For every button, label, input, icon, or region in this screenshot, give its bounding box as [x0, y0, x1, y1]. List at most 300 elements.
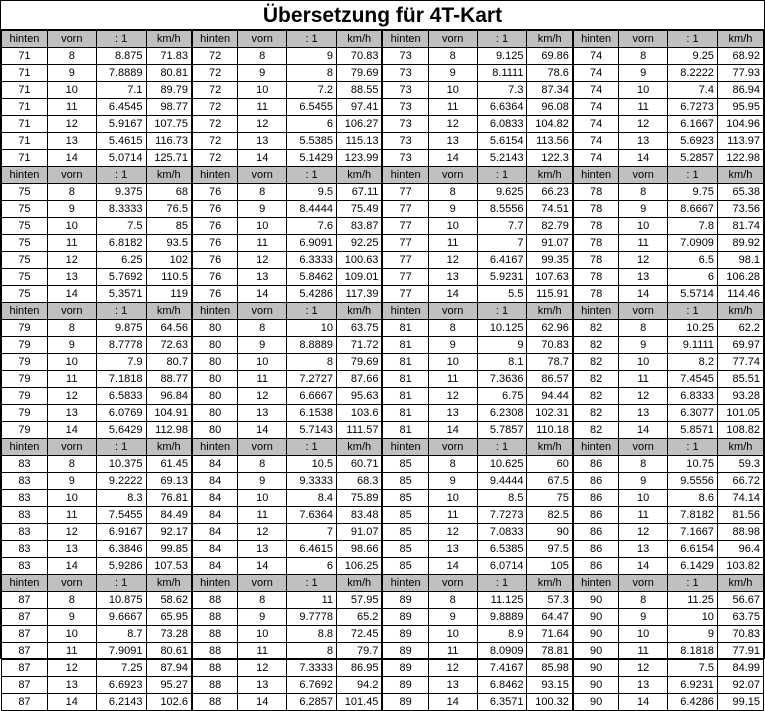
- cell-speed: 101.45: [337, 694, 383, 711]
- cell-speed: 82.5: [527, 507, 573, 524]
- table-row: [2, 184, 764, 201]
- table-row: [2, 490, 764, 507]
- cell-vorn: 13: [428, 677, 477, 694]
- cell-ratio: 9.7778: [287, 609, 337, 626]
- cell-speed: 85.98: [527, 660, 573, 677]
- cell-speed: 93.15: [527, 677, 573, 694]
- cell-ratio: 8.6: [668, 490, 718, 507]
- column-header: : 1: [668, 439, 718, 456]
- table-row: [2, 65, 764, 82]
- cell-ratio: 8.3: [96, 490, 146, 507]
- cell-ratio: 7.5: [96, 218, 146, 235]
- cell-hinten: 82: [573, 354, 619, 371]
- cell-vorn: 13: [238, 133, 287, 150]
- cell-hinten: 81: [382, 422, 428, 439]
- cell-hinten: 79: [2, 388, 48, 405]
- cell-speed: 98.77: [146, 99, 192, 116]
- cell-speed: 75.49: [337, 201, 383, 218]
- cell-hinten: 90: [573, 609, 619, 626]
- cell-speed: 78.6: [527, 65, 573, 82]
- cell-hinten: 79: [2, 320, 48, 337]
- cell-hinten: 73: [382, 82, 428, 99]
- cell-speed: 88.77: [146, 371, 192, 388]
- cell-hinten: 71: [2, 116, 48, 133]
- cell-hinten: 71: [2, 99, 48, 116]
- cell-vorn: 13: [619, 677, 668, 694]
- cell-ratio: 8.4444: [287, 201, 337, 218]
- column-header: km/h: [337, 303, 383, 320]
- cell-vorn: 11: [619, 643, 668, 660]
- cell-speed: 104.91: [146, 405, 192, 422]
- cell-ratio: 8.875: [96, 48, 146, 65]
- cell-ratio: 6.6154: [668, 541, 718, 558]
- cell-ratio: 6.5455: [287, 99, 337, 116]
- cell-ratio: 5.5: [477, 286, 527, 303]
- cell-vorn: 14: [619, 150, 668, 167]
- cell-hinten: 87: [2, 643, 48, 660]
- column-header: km/h: [337, 31, 383, 48]
- cell-speed: 91.07: [337, 524, 383, 541]
- cell-vorn: 8: [238, 184, 287, 201]
- cell-vorn: 11: [238, 643, 287, 660]
- table-row: [2, 116, 764, 133]
- cell-vorn: 9: [238, 201, 287, 218]
- cell-hinten: 78: [573, 201, 619, 218]
- cell-speed: 107.63: [527, 269, 573, 286]
- cell-vorn: 12: [238, 116, 287, 133]
- cell-speed: 68.92: [717, 48, 763, 65]
- cell-speed: 71.72: [337, 337, 383, 354]
- cell-ratio: 10.5: [287, 456, 337, 473]
- cell-vorn: 14: [47, 286, 96, 303]
- column-header: hinten: [192, 575, 238, 592]
- cell-vorn: 10: [238, 626, 287, 643]
- table-row: [2, 201, 764, 218]
- cell-ratio: 10.375: [96, 456, 146, 473]
- cell-speed: 69.97: [717, 337, 763, 354]
- cell-hinten: 88: [192, 643, 238, 660]
- column-header: hinten: [382, 439, 428, 456]
- table-row: [2, 677, 764, 694]
- cell-vorn: 14: [619, 694, 668, 711]
- cell-vorn: 8: [238, 48, 287, 65]
- cell-vorn: 14: [428, 694, 477, 711]
- cell-ratio: 7.1818: [96, 371, 146, 388]
- cell-speed: 101.05: [717, 405, 763, 422]
- cell-vorn: 14: [47, 694, 96, 711]
- cell-speed: 77.91: [717, 643, 763, 660]
- column-header: km/h: [717, 439, 763, 456]
- cell-speed: 71.83: [146, 48, 192, 65]
- cell-hinten: 82: [573, 422, 619, 439]
- cell-ratio: 6.0714: [477, 558, 527, 575]
- cell-vorn: 14: [238, 422, 287, 439]
- cell-hinten: 85: [382, 507, 428, 524]
- column-header: hinten: [573, 303, 619, 320]
- cell-speed: 66.23: [527, 184, 573, 201]
- cell-ratio: 7.1667: [668, 524, 718, 541]
- cell-vorn: 11: [238, 507, 287, 524]
- cell-vorn: 12: [47, 388, 96, 405]
- column-header: hinten: [2, 167, 48, 184]
- cell-speed: 123.99: [337, 150, 383, 167]
- cell-ratio: 11: [287, 592, 337, 609]
- cell-ratio: 6.5385: [477, 541, 527, 558]
- table-row: [2, 286, 764, 303]
- column-header: : 1: [96, 31, 146, 48]
- cell-ratio: 6.4167: [477, 252, 527, 269]
- column-header: : 1: [96, 167, 146, 184]
- cell-ratio: 9.875: [96, 320, 146, 337]
- cell-hinten: 84: [192, 456, 238, 473]
- cell-hinten: 74: [573, 82, 619, 99]
- cell-ratio: 9.8889: [477, 609, 527, 626]
- column-header: km/h: [717, 575, 763, 592]
- cell-vorn: 8: [47, 184, 96, 201]
- column-header: vorn: [47, 439, 96, 456]
- cell-hinten: 78: [573, 218, 619, 235]
- cell-speed: 87.34: [527, 82, 573, 99]
- column-header: hinten: [382, 167, 428, 184]
- cell-ratio: 6.25: [96, 252, 146, 269]
- cell-speed: 80.81: [146, 65, 192, 82]
- cell-ratio: 6: [287, 558, 337, 575]
- cell-speed: 95.95: [717, 99, 763, 116]
- cell-ratio: 7.5: [668, 660, 718, 677]
- cell-ratio: 9.3333: [287, 473, 337, 490]
- cell-ratio: 6.6923: [96, 677, 146, 694]
- cell-hinten: 77: [382, 286, 428, 303]
- cell-vorn: 11: [47, 643, 96, 660]
- table-row: [2, 82, 764, 99]
- cell-vorn: 14: [238, 150, 287, 167]
- cell-vorn: 13: [47, 677, 96, 694]
- cell-hinten: 85: [382, 541, 428, 558]
- cell-hinten: 71: [2, 133, 48, 150]
- cell-speed: 96.4: [717, 541, 763, 558]
- cell-ratio: 5.6923: [668, 133, 718, 150]
- cell-hinten: 81: [382, 388, 428, 405]
- cell-hinten: 71: [2, 150, 48, 167]
- cell-hinten: 88: [192, 660, 238, 677]
- cell-ratio: 10.625: [477, 456, 527, 473]
- cell-vorn: 14: [428, 286, 477, 303]
- cell-speed: 105: [527, 558, 573, 575]
- cell-ratio: 11.125: [477, 592, 527, 609]
- cell-speed: 69.13: [146, 473, 192, 490]
- column-header: : 1: [287, 439, 337, 456]
- header-row: [2, 31, 764, 48]
- cell-hinten: 73: [382, 99, 428, 116]
- cell-speed: 61.45: [146, 456, 192, 473]
- cell-ratio: 5.9231: [477, 269, 527, 286]
- cell-vorn: 9: [47, 473, 96, 490]
- cell-ratio: 7.9: [96, 354, 146, 371]
- cell-ratio: 7.8889: [96, 65, 146, 82]
- cell-hinten: 88: [192, 694, 238, 711]
- column-header: vorn: [619, 439, 668, 456]
- cell-hinten: 80: [192, 320, 238, 337]
- cell-ratio: 6.9091: [287, 235, 337, 252]
- cell-speed: 72.45: [337, 626, 383, 643]
- cell-speed: 116.73: [146, 133, 192, 150]
- cell-speed: 109.01: [337, 269, 383, 286]
- cell-vorn: 11: [619, 507, 668, 524]
- column-header: km/h: [146, 575, 192, 592]
- cell-hinten: 76: [192, 252, 238, 269]
- cell-ratio: 7: [477, 235, 527, 252]
- cell-vorn: 10: [238, 490, 287, 507]
- column-header: vorn: [428, 575, 477, 592]
- column-header: : 1: [477, 31, 527, 48]
- table-row: [2, 524, 764, 541]
- cell-hinten: 82: [573, 388, 619, 405]
- cell-ratio: 5.9167: [96, 116, 146, 133]
- cell-ratio: 7.3333: [287, 660, 337, 677]
- cell-hinten: 83: [2, 473, 48, 490]
- cell-hinten: 78: [573, 184, 619, 201]
- column-header: vorn: [428, 439, 477, 456]
- cell-ratio: 9.5: [287, 184, 337, 201]
- cell-hinten: 85: [382, 558, 428, 575]
- cell-hinten: 76: [192, 235, 238, 252]
- cell-hinten: 78: [573, 286, 619, 303]
- cell-ratio: 9.125: [477, 48, 527, 65]
- cell-vorn: 13: [47, 133, 96, 150]
- cell-hinten: 85: [382, 524, 428, 541]
- cell-ratio: 7.4545: [668, 371, 718, 388]
- cell-vorn: 14: [428, 150, 477, 167]
- cell-hinten: 86: [573, 456, 619, 473]
- cell-vorn: 13: [619, 133, 668, 150]
- cell-ratio: 6.75: [477, 388, 527, 405]
- cell-ratio: 6.4286: [668, 694, 718, 711]
- cell-vorn: 11: [428, 99, 477, 116]
- cell-vorn: 8: [428, 48, 477, 65]
- cell-ratio: 8.8: [287, 626, 337, 643]
- cell-vorn: 8: [47, 320, 96, 337]
- cell-hinten: 76: [192, 269, 238, 286]
- cell-hinten: 82: [573, 405, 619, 422]
- cell-ratio: 7.8182: [668, 507, 718, 524]
- column-header: km/h: [717, 31, 763, 48]
- column-header: : 1: [668, 303, 718, 320]
- cell-ratio: 9: [668, 626, 718, 643]
- table-row: [2, 422, 764, 439]
- cell-ratio: 6: [668, 269, 718, 286]
- cell-vorn: 9: [47, 609, 96, 626]
- cell-ratio: 5.8571: [668, 422, 718, 439]
- cell-speed: 81.74: [717, 218, 763, 235]
- cell-speed: 115.13: [337, 133, 383, 150]
- cell-speed: 108.82: [717, 422, 763, 439]
- cell-vorn: 11: [428, 371, 477, 388]
- cell-vorn: 10: [47, 218, 96, 235]
- cell-hinten: 86: [573, 507, 619, 524]
- table-row: [2, 643, 764, 660]
- column-header: : 1: [477, 167, 527, 184]
- cell-ratio: 6.2308: [477, 405, 527, 422]
- cell-speed: 76.81: [146, 490, 192, 507]
- column-header: hinten: [192, 439, 238, 456]
- cell-vorn: 13: [428, 405, 477, 422]
- gear-ratio-table: [1, 30, 764, 711]
- cell-speed: 77.93: [717, 65, 763, 82]
- cell-vorn: 8: [619, 48, 668, 65]
- column-header: vorn: [619, 31, 668, 48]
- cell-vorn: 12: [619, 252, 668, 269]
- cell-hinten: 80: [192, 354, 238, 371]
- table-row: [2, 626, 764, 643]
- cell-speed: 100.32: [527, 694, 573, 711]
- cell-ratio: 7.7: [477, 218, 527, 235]
- cell-vorn: 13: [47, 541, 96, 558]
- column-header: hinten: [573, 575, 619, 592]
- cell-ratio: 7.8: [668, 218, 718, 235]
- cell-hinten: 87: [2, 626, 48, 643]
- cell-hinten: 89: [382, 626, 428, 643]
- cell-vorn: 9: [619, 201, 668, 218]
- cell-hinten: 87: [2, 609, 48, 626]
- cell-hinten: 75: [2, 218, 48, 235]
- column-header: vorn: [47, 303, 96, 320]
- cell-hinten: 76: [192, 201, 238, 218]
- table-row: [2, 320, 764, 337]
- cell-hinten: 75: [2, 252, 48, 269]
- cell-speed: 98.66: [337, 541, 383, 558]
- cell-speed: 74.51: [527, 201, 573, 218]
- cell-ratio: 7.2: [287, 82, 337, 99]
- cell-speed: 104.96: [717, 116, 763, 133]
- cell-vorn: 14: [47, 150, 96, 167]
- table-row: [2, 354, 764, 371]
- cell-hinten: 82: [573, 337, 619, 354]
- cell-vorn: 8: [238, 592, 287, 609]
- cell-vorn: 9: [47, 337, 96, 354]
- cell-vorn: 12: [428, 116, 477, 133]
- cell-vorn: 8: [238, 320, 287, 337]
- column-header: km/h: [146, 31, 192, 48]
- cell-ratio: 10: [668, 609, 718, 626]
- cell-vorn: 10: [619, 218, 668, 235]
- cell-ratio: 9.75: [668, 184, 718, 201]
- cell-hinten: 80: [192, 388, 238, 405]
- cell-ratio: 9.5556: [668, 473, 718, 490]
- cell-speed: 85: [146, 218, 192, 235]
- cell-ratio: 7.1: [96, 82, 146, 99]
- cell-vorn: 10: [619, 82, 668, 99]
- cell-ratio: 5.6154: [477, 133, 527, 150]
- cell-hinten: 87: [2, 677, 48, 694]
- cell-hinten: 77: [382, 201, 428, 218]
- cell-ratio: 5.2857: [668, 150, 718, 167]
- cell-ratio: 6.8182: [96, 235, 146, 252]
- column-header: km/h: [527, 303, 573, 320]
- cell-speed: 99.15: [717, 694, 763, 711]
- cell-hinten: 72: [192, 116, 238, 133]
- cell-speed: 65.38: [717, 184, 763, 201]
- column-header: : 1: [668, 31, 718, 48]
- cell-vorn: 11: [47, 99, 96, 116]
- cell-speed: 78.81: [527, 643, 573, 660]
- cell-vorn: 11: [47, 507, 96, 524]
- cell-vorn: 9: [428, 473, 477, 490]
- cell-vorn: 8: [428, 592, 477, 609]
- cell-vorn: 8: [619, 592, 668, 609]
- cell-vorn: 10: [428, 490, 477, 507]
- cell-vorn: 9: [47, 201, 96, 218]
- cell-speed: 92.17: [146, 524, 192, 541]
- cell-hinten: 80: [192, 405, 238, 422]
- column-header: hinten: [573, 31, 619, 48]
- cell-speed: 97.41: [337, 99, 383, 116]
- cell-hinten: 77: [382, 252, 428, 269]
- cell-vorn: 10: [428, 354, 477, 371]
- cell-vorn: 11: [428, 235, 477, 252]
- cell-vorn: 8: [47, 48, 96, 65]
- cell-hinten: 81: [382, 354, 428, 371]
- cell-ratio: 8.6667: [668, 201, 718, 218]
- cell-speed: 125.71: [146, 150, 192, 167]
- cell-speed: 86.94: [717, 82, 763, 99]
- cell-speed: 122.98: [717, 150, 763, 167]
- cell-hinten: 74: [573, 150, 619, 167]
- cell-ratio: 5.7692: [96, 269, 146, 286]
- cell-hinten: 86: [573, 541, 619, 558]
- cell-ratio: 8.2222: [668, 65, 718, 82]
- cell-speed: 122.3: [527, 150, 573, 167]
- cell-hinten: 80: [192, 422, 238, 439]
- cell-vorn: 9: [619, 473, 668, 490]
- cell-vorn: 8: [47, 592, 96, 609]
- cell-hinten: 73: [382, 65, 428, 82]
- cell-vorn: 11: [619, 235, 668, 252]
- cell-speed: 88.55: [337, 82, 383, 99]
- cell-hinten: 80: [192, 371, 238, 388]
- column-header: vorn: [47, 167, 96, 184]
- cell-vorn: 12: [238, 252, 287, 269]
- cell-speed: 62.96: [527, 320, 573, 337]
- cell-ratio: 5.7143: [287, 422, 337, 439]
- cell-vorn: 11: [238, 371, 287, 388]
- cell-ratio: 10: [287, 320, 337, 337]
- column-header: vorn: [238, 575, 287, 592]
- cell-speed: 63.75: [337, 320, 383, 337]
- cell-vorn: 11: [428, 643, 477, 660]
- cell-vorn: 14: [47, 422, 96, 439]
- column-header: km/h: [717, 303, 763, 320]
- cell-speed: 73.28: [146, 626, 192, 643]
- cell-hinten: 73: [382, 116, 428, 133]
- column-header: vorn: [238, 303, 287, 320]
- cell-hinten: 81: [382, 371, 428, 388]
- cell-speed: 110.5: [146, 269, 192, 286]
- cell-ratio: 7.4: [668, 82, 718, 99]
- cell-vorn: 11: [47, 235, 96, 252]
- cell-hinten: 73: [382, 133, 428, 150]
- cell-speed: 75: [527, 490, 573, 507]
- cell-ratio: 6.7692: [287, 677, 337, 694]
- cell-speed: 95.27: [146, 677, 192, 694]
- cell-ratio: 10.125: [477, 320, 527, 337]
- cell-hinten: 89: [382, 592, 428, 609]
- cell-hinten: 84: [192, 473, 238, 490]
- cell-speed: 68: [146, 184, 192, 201]
- cell-vorn: 12: [619, 524, 668, 541]
- table-row: [2, 473, 764, 490]
- column-header: hinten: [573, 439, 619, 456]
- table-row: [2, 269, 764, 286]
